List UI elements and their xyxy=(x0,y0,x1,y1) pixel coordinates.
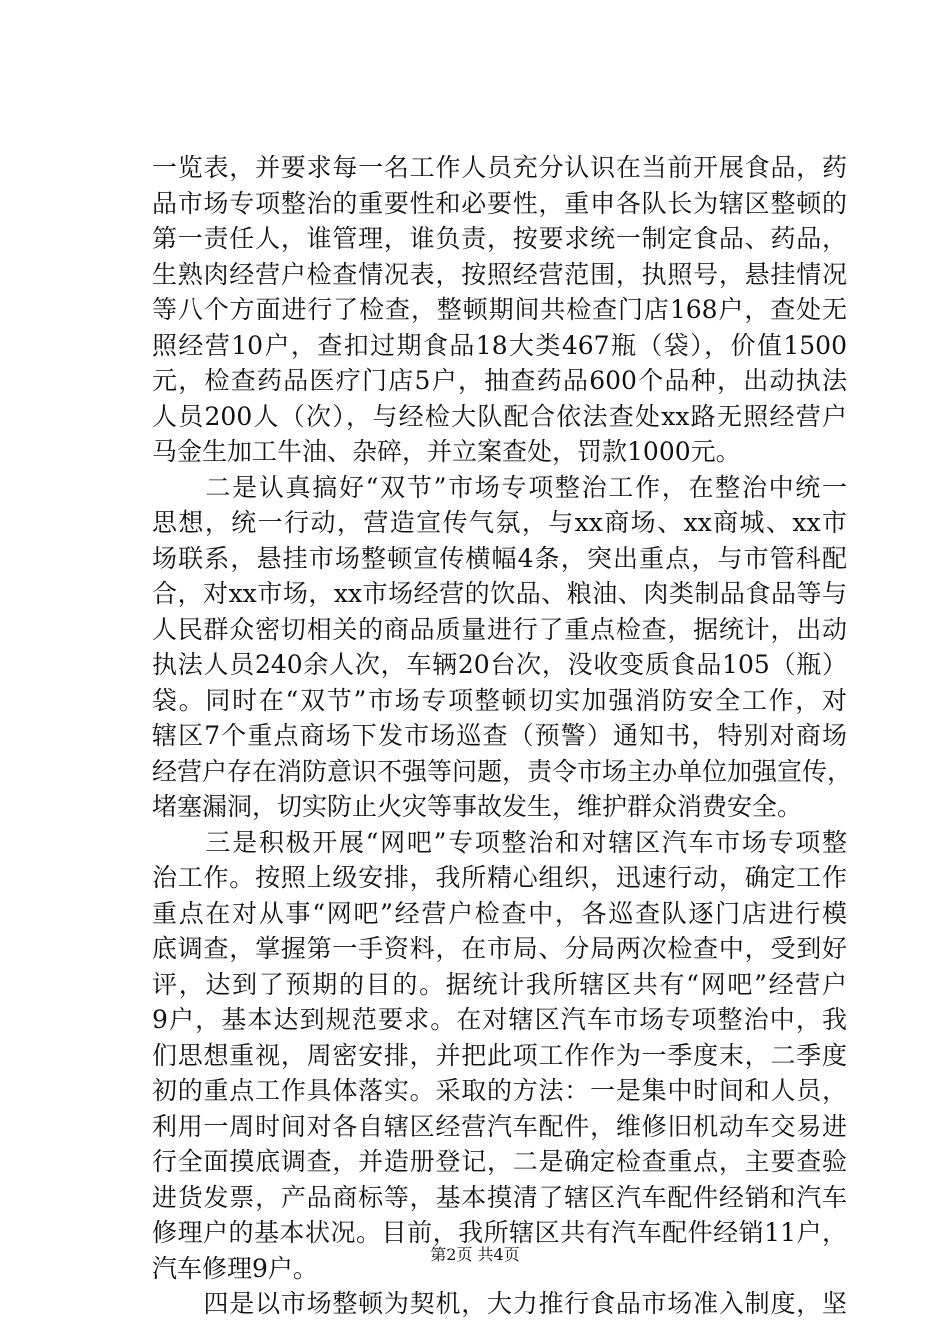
text-line: 经营户存在消防意识不强等问题，责令市场主办单位加强宣传， xyxy=(152,756,853,786)
text-line: 行全面摸底调查，并造册登记，二是确定检查重点，主要查验 xyxy=(152,1147,847,1176)
text-line: 场联系，悬挂市场整顿宣传横幅4条，突出重点，与市管科配 xyxy=(152,543,847,573)
text-line: 马金生加工牛油、杂碎，并立案查处，罚款1000元。 xyxy=(152,437,741,466)
text-line: 照经营10户，查扣过期食品18大类467瓶（袋），价值1500 xyxy=(152,330,847,360)
text-line: 人民群众密切相关的商品质量进行了重点检查，据统计，出动 xyxy=(152,614,847,644)
text-line: 四是以市场整顿为契机，大力推行食品市场准入制度，坚 xyxy=(152,1289,847,1318)
text-line: 重点在对从事“网吧”经营户检查中，各巡查队逐门店进行模 xyxy=(152,898,847,928)
text-line: 生熟肉经营户检查情况表，按照经营范围，执照号，悬挂情况 xyxy=(152,259,847,289)
text-line: 品市场专项整治的重要性和必要性，重申各队长为辖区整顿的 xyxy=(152,188,847,218)
text-line: 初的重点工作具体落实。采取的方法：一是集中时间和人员， xyxy=(152,1076,847,1105)
text-line: 合，对xx市场，xx市场经营的饮品、粮油、肉类制品食品等与 xyxy=(152,579,847,608)
text-line: 一览表，并要求每一名工作人员充分认识在当前开展食品，药 xyxy=(152,153,847,182)
text-line: 三是积极开展“网吧”专项整治和对辖区汽车市场专项整 xyxy=(152,827,847,857)
text-line: 思想，统一行动，营造宣传气氛，与xx商场、xx商城、xx市 xyxy=(152,508,847,537)
text-line: 9户，基本达到规范要求。在对辖区汽车市场专项整治中，我 xyxy=(152,1005,847,1034)
text-line: 袋。同时在“双节”市场专项整顿切实加强消防安全工作，对 xyxy=(152,685,847,715)
text-line: 执法人员240余人次，车辆20台次，没收变质食品105（瓶） xyxy=(152,650,847,679)
text-line: 评，达到了预期的目的。据统计我所辖区共有“网吧”经营户 xyxy=(152,969,847,999)
text-line: 等八个方面进行了检查，整顿期间共检查门店168户，查处无 xyxy=(152,295,847,324)
document-body xyxy=(152,150,853,1322)
text-line: 底调查，掌握第一手资料，在市局、分局两次检查中，受到好 xyxy=(152,934,847,963)
text-line: 堵塞漏洞，切实防止火灾等事故发生，维护群众消费安全。 xyxy=(152,792,803,821)
text-line: 们思想重视，周密安排，并把此项工作作为一季度末，二季度 xyxy=(152,1040,847,1070)
text-line: 进货发票，产品商标等，基本摸清了辖区汽车配件经销和汽车 xyxy=(152,1182,847,1212)
text-line: 利用一周时间对各自辖区经营汽车配件，维修旧机动车交易进 xyxy=(152,1111,847,1141)
text-line: 元，检查药品医疗门店5户，抽查药品600个品种，出动执法 xyxy=(152,366,847,395)
text-line: 治工作。按照上级安排，我所精心组织，迅速行动，确定工作 xyxy=(152,863,847,892)
text-line: 汽车修理9户。 xyxy=(152,1253,318,1283)
text-line: 辖区7个重点商场下发市场巡查（预警）通知书，特别对商场 xyxy=(152,721,847,750)
text-line: 二是认真搞好“双节”市场专项整治工作，在整治中统一 xyxy=(152,472,847,502)
text-line: 修理户的基本状况。目前，我所辖区共有汽车配件经销11户， xyxy=(152,1218,847,1247)
text-line: 人员200人（次），与经检大队配合依法查处xx路无照经营户 xyxy=(152,401,847,431)
page-number-footer: 第2页 共4页 xyxy=(430,1245,520,1264)
text-line: 第一责任人，谁管理，谁负责，按要求统一制定食品、药品， xyxy=(152,224,847,253)
